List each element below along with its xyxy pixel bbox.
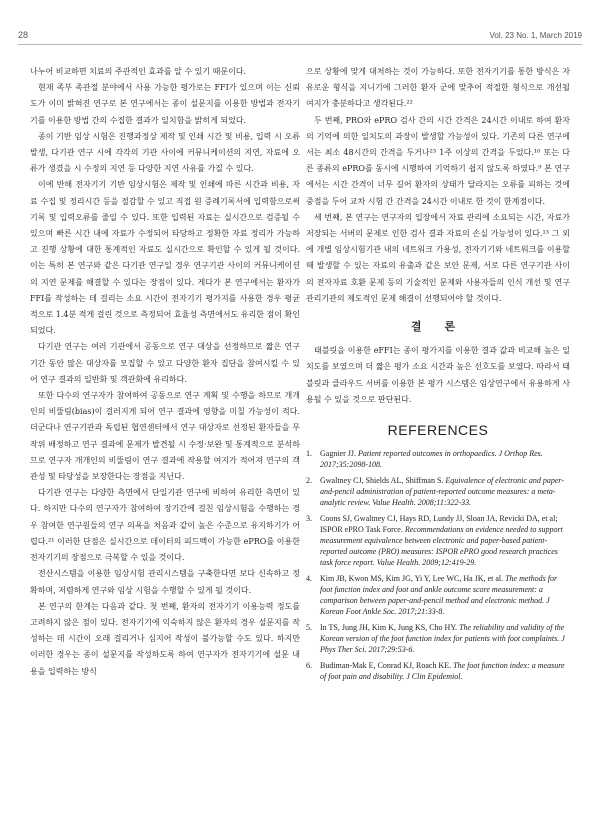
reference-authors: Gwaltney CJ, Shields AL, Shiffman S. [320, 476, 446, 486]
reference-authors: Gagnier JJ. [320, 449, 358, 459]
reference-number: 3. [306, 514, 312, 524]
page-header [18, 30, 582, 45]
body-paragraph: 현재 족부 족관절 분야에서 사용 가능한 평가로는 FFI가 있으며 이는 신뢰도가 이미 밝혀진 연구로 본 연구에서는 종이 설문지를 이용한 방법과 전자기기를 이용한 방법 간의 수집한 결과가 일치함을 밝히게 되었다. [30, 83, 300, 125]
reference-number: 4. [306, 574, 312, 584]
reference-authors: In TS, Jung JH, Kim K, Jung KS, Cho HY. [320, 623, 460, 633]
reference-authors: Kim JB, Kwon MS, Kim JG, Yi Y, Lee WC, Ha JK, et al. [320, 574, 506, 584]
reference-number: 5. [306, 623, 312, 633]
reference-authors: Budiman-Mak E, Conrad KJ, Roach KE. [320, 661, 454, 671]
left-column [30, 64, 300, 680]
body-paragraph: 본 연구의 한계는 다음과 같다. 첫 번째, 환자의 전자기기 이용능력 정도를 고려하지 않은 점이 있다. 전자기기에 익숙하지 않은 환자의 경우 설문지를 작성하는 데 시간이 오래 걸리거나 심지어 작성이 불가능할 수도 있다. 하지만 이러한 경우는 종이 설문지를 작성하도록 하여 연구자가 전자기기에 설문 내용을 입력하는 방식 [30, 601, 300, 676]
reference-title: The foot function index: a measure of foot pain and disability. J Clin Epidemiol. [320, 661, 565, 682]
reference-number: 6. [306, 661, 312, 671]
page-number: 28 [18, 30, 29, 40]
body-paragraph: 전산시스템을 이용한 임상시험 관리시스템을 구축한다면 보다 신속하고 정확하며, 저렴하게 연구와 임상 시험을 수행할 수 있게 될 것이다. [30, 569, 300, 595]
conclusion-heading: 결 론 [410, 321, 466, 334]
reference-number: 1. [306, 449, 312, 459]
body-paragraph: 세 번째, 본 연구는 연구자의 입장에서 자료 관리에 소요되는 시간, 자료가 저장되는 서버의 문제로 인한 검사 결과 자료의 손실 가능성이 있다.¹³ 그 외에 개별 임상시험기관 내의 네트워크 가용성, 전자기기와 네트워크를 이용할 때 발생할 수 있는 자료의 유출과 같은 보안 문제, 서로 다른 연구기관 사이의 전자자료 호환 문제 등의 기술적인 문제와 사용자들의 인식 개선 및 연구관리기관의 제도적인 문제 해결이 선행되어야 할 것이다. [306, 212, 570, 303]
reference-title: The reliability and validity of the Korean version of the foot function index for patients with foot complaints. J Phys Ther Sci. 2017;29:53-6. [320, 623, 565, 655]
reference-title: The methods for foot function index and foot and ankle outcome score measurement: a comparison between paper-and-pencil method and electronic method. J Korean Foot Ankle Soc. 2017;21:33-8. [320, 574, 558, 617]
body-paragraph: 이에 반해 전자기기 기반 임상시험은 제작 및 인쇄에 따른 시간과 비용, 자료 수집 및 정리시간 등을 절감할 수 있고 직접 원 증례기록서에 입력함으로써 기록 및 입력오류를 줄일 수 있다. 또한 입력된 자료는 실시간으로 검증될 수 있으며 빠른 시간 내에 자료가 수정되어 타당하고 정확한 자료 정리가 가능하고 진행 상황에 대한 통계적인 자료도 실시간으로 확인할 수 있게 될 것이다. 이는 특히 본 연구와 같은 다기관 연구일 경우 연구기관 사이의 커뮤니케이션의 지연 문제를 해결할 수 있다는 장점이 있다. 게다가 본 연구에서는 환자가 FFI를 작성하는 데 걸리는 소요 시간이 전자기기 평가지를 사용한 경우 평균적으로 1.4분 적게 걸린 것으로 측정되어 효율성 측면에서도 유리한 점이 확인되었다. [30, 180, 300, 336]
reference-list [306, 448, 570, 682]
body-paragraph: 다기관 연구는 다양한 측면에서 단일기관 연구에 비하여 유리한 측면이 있다. 하지만 다수의 연구자가 참여하여 장기간에 걸친 임상시험을 수행하는 경우 참여한 연구원들의 연구 의욕을 처음과 같이 높은 수준으로 유지하기가 어렵다.²¹ 이러한 단점은 실시간으로 데이터의 피드백이 가능한 ePRO를 이용한 전자기기의 장점으로 극복할 수 있을 것이다. [30, 488, 300, 563]
references-heading: REFERENCES [387, 422, 489, 439]
body-paragraph: 나누어 비교하면 치료의 주관적인 효과를 알 수 있기 때문이다. [30, 67, 247, 76]
body-paragraph: 다기관 연구는 여러 기관에서 공동으로 연구 대상을 선정하므로 짧은 연구기간 동안 많은 대상자를 모집할 수 있고 다양한 환자 집단을 참여시킬 수 있어 연구 결과의 일반화 및 객관화에 유리하다. [30, 342, 300, 384]
body-paragraph: 으로 상황에 맞게 대처하는 것이 가능하다. 또한 전자기기를 통한 방식은 자유로운 형식을 지니기에 그러한 환자 군에 맞추어 적절한 형식으로 개선될 여지가 충분하다고 생각된다.²² [306, 67, 570, 109]
reference-item [306, 622, 570, 655]
body-paragraph: 또한 다수의 연구자가 참여하여 공동으로 연구 계획 및 수행을 하므로 개개인의 비뚤림(bias)이 걸러지게 되어 연구 결과에 영향을 미칠 가능성이 적다. 더군다나 연구기관과 독립된 협연센터에서 연구 대상자로 선정된 환자들을 무작위 배정하고 연구 결과에 문제가 발견될 시 수정·보완 및 통계적으로 분석하므로 연구자 개개인의 비뚤림이 연구 결과에 작용할 여지가 적어져 연구의 객관성 및 타당성을 보장한다는 장점을 지닌다. [30, 391, 300, 482]
right-column [306, 64, 570, 687]
reference-item [306, 475, 570, 508]
reference-item [306, 573, 570, 617]
reference-number: 2. [306, 476, 312, 486]
body-paragraph: 종이 기반 임상 시험은 진행과정상 제작 및 인쇄 시간 및 비용, 입력 시 오류발생, 다기관 연구 시에 각각의 기관 사이에 커뮤니케이션의 지연, 자료에 오류가 생겼을 시 수정의 지연 등 다양한 지연 사유를 가질 수 있다. [30, 131, 300, 174]
reference-title: Patient reported outcomes in orthopaedics. J Orthop Res. 2017;35:2098-108. [320, 449, 543, 470]
journal-info: Vol. 23 No. 1, March 2019 [489, 31, 582, 40]
reference-item [306, 448, 570, 470]
reference-title: Equivalence of electronic and paper-and-pencil administration of patient-reported outcome measures: a meta-analytic review. Value Health. 2008;11:322-33. [320, 476, 565, 508]
conclusion-paragraph: 태블릿을 이용한 eFFI는 종이 평가지를 이용한 결과 값과 비교해 높은 일치도를 보였으며 더 짧은 평가 소요 시간과 높은 선호도를 보였다. 따라서 태블릿과 클라우드 서버를 이용한 본 평가 시스템은 임상연구에서 유용하게 사용될 수 있을 것으로 판단된다. [306, 346, 570, 404]
reference-title: Recommendations on evidence needed to support measurement equivalence between electronic and paper-based patient-reported outcome (PRO) measures: ISPOR ePRO good research practices task force report. Value Health. 2009;12:419-29. [320, 525, 563, 568]
reference-item [306, 660, 570, 682]
body-paragraph: 두 번째, PRO와 ePRO 검사 간의 시간 간격은 24시간 이내로 하여 환자의 기억에 의한 일치도의 과장이 발생할 가능성이 있다. 기존의 다른 연구에서는 최소 48시간의 간격을 두거나²³ 1주 이상의 간격을 두었다.¹⁰ 또는 다른 종류의 ePRO를 동시에 시행하여 기억하기 쉽지 않도록 하였다.⁹ 본 연구에서는 시간 간격이 너무 길어 환자의 상태가 달라지는 오류를 피하는 것에 중점을 두어 교차 시험 간 간격을 24시간 이내로 한 것이 한계점이다. [306, 115, 570, 206]
reference-item [306, 513, 570, 568]
reference-authors: Coons SJ, Gwaltney CJ, Hays RD, Lundy JJ, Sloan JA, Revicki DA, et al; ISPOR ePRO Task Force. [320, 514, 558, 535]
